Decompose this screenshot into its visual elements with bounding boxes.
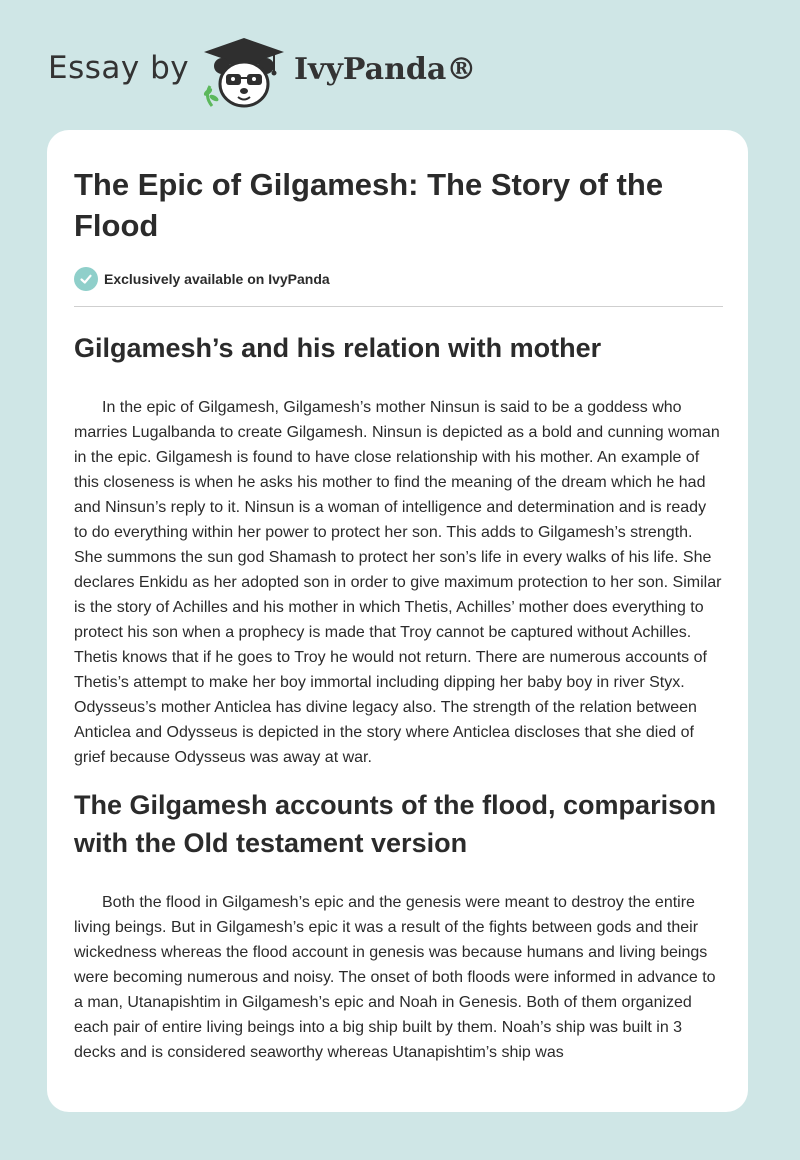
section-heading: Gilgamesh’s and his relation with mother: [74, 333, 602, 363]
brand-header: [48, 36, 508, 112]
check-icon: [74, 267, 98, 291]
section-paragraph: Both the flood in Gilgamesh’s epic and the genesis were meant to destroy the entire living beings. But in Gilgamesh’s epic it was a result of the fights between gods and their wickedness whereas the flood account in genesis was because humans and living beings were becoming numerous and noisy. The onset of both floods were informed in advance to a man, Utanapishtim in Gilgamesh’s epic and Noah in Genesis. Both of them organized each pair of entire living beings into a big ship built by them. Noah’s ship was built in 3 decks and is considered seaworthy whereas Utanapishtim’s ship was: [74, 894, 716, 1061]
page-title: The Epic of Gilgamesh: The Story of the Flood: [74, 167, 664, 243]
essay-content: [74, 130, 723, 1065]
essay-card: [47, 130, 748, 1112]
panda-graduation-cap-icon: [202, 36, 286, 110]
brand-prefix: Essay by: [48, 50, 190, 86]
exclusive-label: Exclusively available on IvyPanda: [104, 271, 330, 287]
exclusive-badge: [74, 266, 723, 292]
section-heading: The Gilgamesh accounts of the flood, comparison with the Old testament version: [74, 790, 717, 858]
section-paragraph: In the epic of Gilgamesh, Gilgamesh’s mother Ninsun is said to be a goddess who marries Lugalbanda to create Gilgamesh. Ninsun is depicted as a bold and cunning woman in the epic. Gilgamesh is found to have close relationship with his mother. An example of this closeness is when he asks his mother to find the meaning of the dream which he had and Ninsun’s reply to it. Ninsun is a woman of intelligence and determination and is ready to do everything within her power to protect her son. This adds to Gilgamesh’s strength. She summons the sun god Shamash to protect her son’s life in every walks of his life. She declares Enkidu as her adopted son in order to give maximum protection to her son. Similar is the story of Achilles and his mother in which Thetis, Achilles’ mother does everything to protect his son when a prophecy is made that Troy cannot be captured without Achilles. Thetis knows that if he goes to Troy he would not return. There are numerous accounts of Thetis’s attempt to make her boy immortal including dipping her baby boy in river Styx. Odysseus’s mother Anticlea has divine legacy also. The strength of the relation between Anticlea and Odysseus is depicted in the story where Anticlea discloses that she died of grief because Odysseus was away at war.: [74, 399, 722, 766]
divider: [74, 306, 723, 307]
brand-name: IvyPanda®: [294, 52, 477, 87]
